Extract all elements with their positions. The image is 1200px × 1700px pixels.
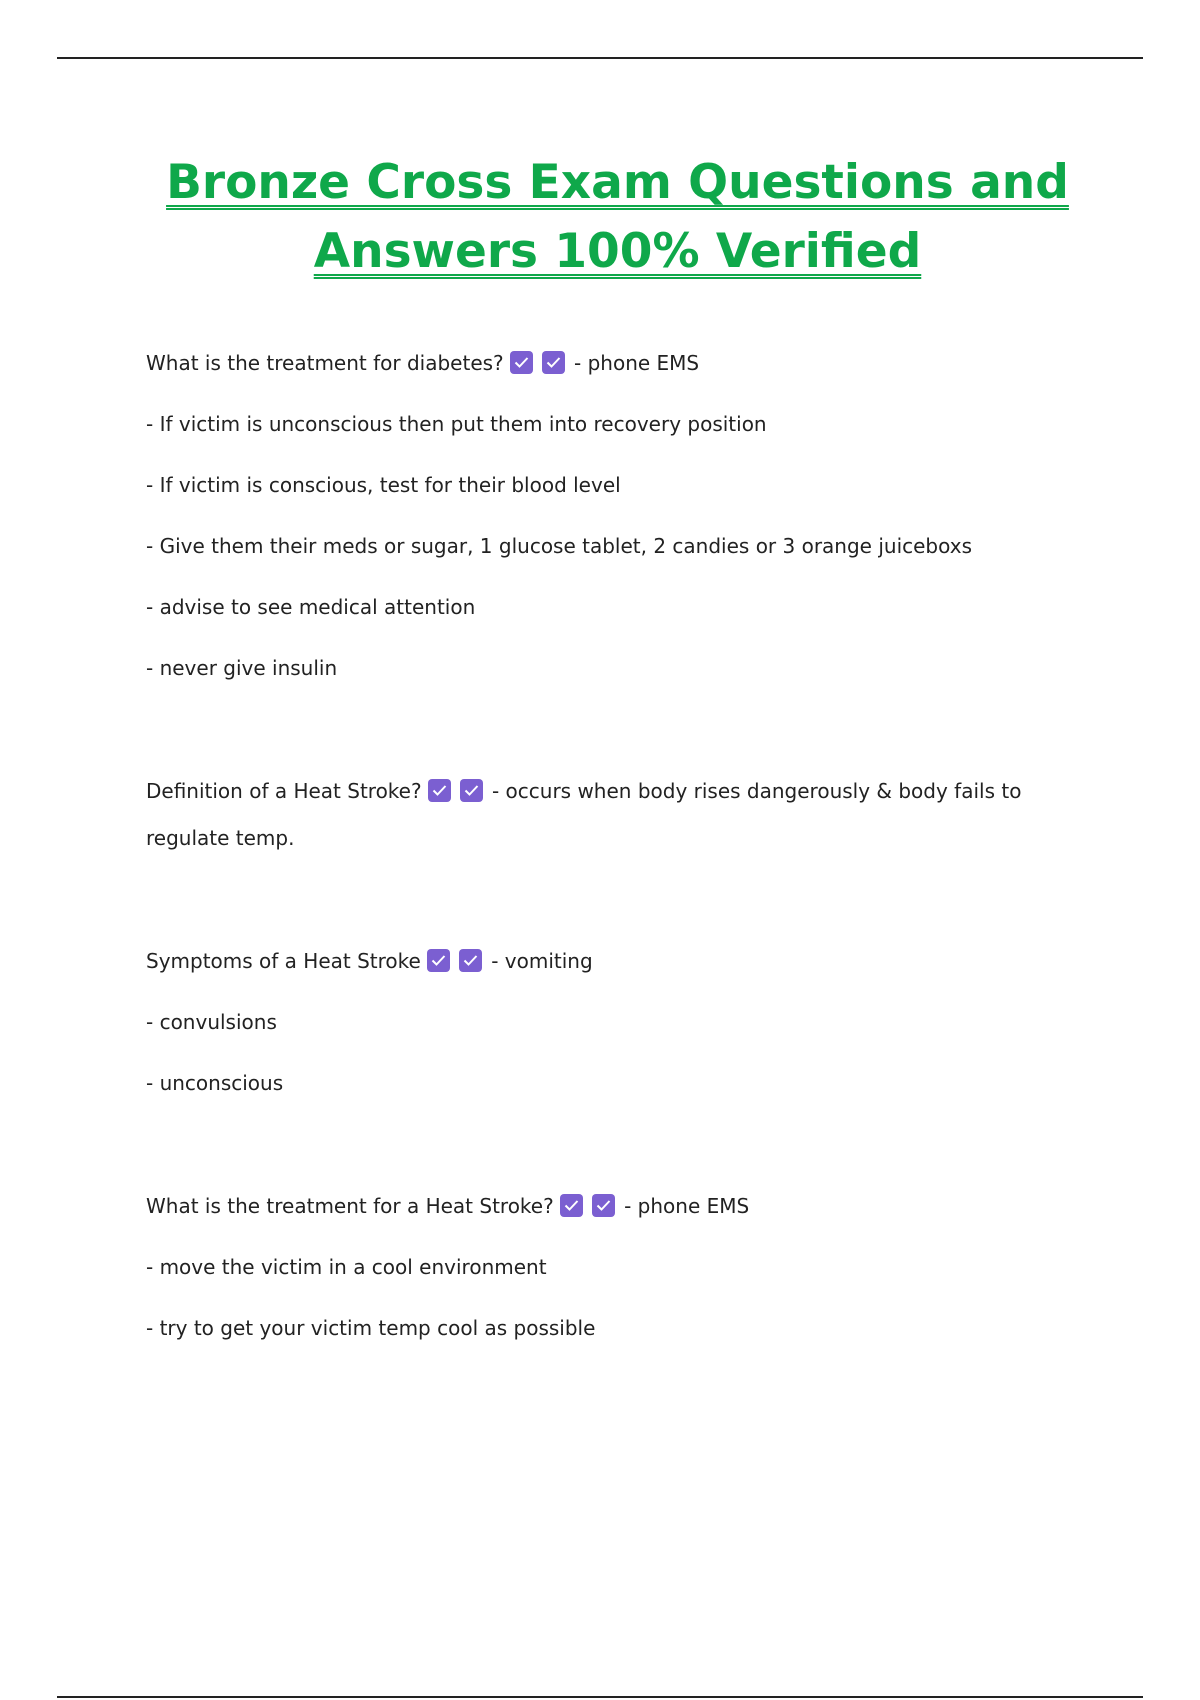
footer-rule bbox=[57, 1696, 1143, 1698]
answer-line: - try to get your victim temp cool as possible bbox=[146, 1316, 596, 1340]
question-text: What is the treatment for a Heat Stroke? bbox=[146, 1194, 554, 1218]
title-line-2: Answers 100% Verified bbox=[313, 224, 922, 279]
qa-list bbox=[146, 340, 1106, 1352]
question-text: Definition of a Heat Stroke? bbox=[146, 779, 422, 803]
answer-line: - never give insulin bbox=[146, 656, 338, 680]
checkbox-checked-icon bbox=[428, 779, 451, 802]
checkbox-checked-icon bbox=[510, 351, 533, 374]
qa-item bbox=[146, 938, 1106, 1107]
question-line bbox=[146, 340, 1106, 387]
checkbox-checked-icon bbox=[560, 1194, 583, 1217]
answer-line: - Give them their meds or sugar, 1 glucose tablet, 2 candies or 3 orange juiceboxs bbox=[146, 534, 972, 558]
question-line bbox=[146, 1183, 1106, 1230]
answer-text: - vomiting bbox=[491, 949, 593, 973]
answer-line: - convulsions bbox=[146, 1010, 277, 1034]
answer-line: - unconscious bbox=[146, 1071, 284, 1095]
question-line bbox=[146, 938, 1106, 985]
checkbox-checked-icon bbox=[460, 779, 483, 802]
document-title bbox=[0, 148, 1200, 286]
question-text: What is the treatment for diabetes? bbox=[146, 351, 504, 375]
question-line bbox=[146, 768, 1106, 862]
answer-text: - phone EMS bbox=[574, 351, 700, 375]
answer-text: - occurs when body rises dangerously & body fails to regulate temp. bbox=[146, 779, 1022, 850]
answer-text: - phone EMS bbox=[624, 1194, 750, 1218]
answer-line: - move the victim in a cool environment bbox=[146, 1255, 547, 1279]
checkbox-checked-icon bbox=[592, 1194, 615, 1217]
title-line-1: Bronze Cross Exam Questions and bbox=[166, 155, 1069, 210]
checkbox-checked-icon bbox=[427, 949, 450, 972]
qa-item bbox=[146, 340, 1106, 692]
answer-line: - If victim is unconscious then put them into recovery position bbox=[146, 412, 767, 436]
answer-line: - advise to see medical attention bbox=[146, 595, 476, 619]
qa-item bbox=[146, 1183, 1106, 1352]
checkbox-checked-icon bbox=[542, 351, 565, 374]
question-text: Symptoms of a Heat Stroke bbox=[146, 949, 421, 973]
qa-item bbox=[146, 768, 1106, 862]
checkbox-checked-icon bbox=[459, 949, 482, 972]
answer-line: - If victim is conscious, test for their blood level bbox=[146, 473, 621, 497]
header-rule bbox=[57, 57, 1143, 59]
